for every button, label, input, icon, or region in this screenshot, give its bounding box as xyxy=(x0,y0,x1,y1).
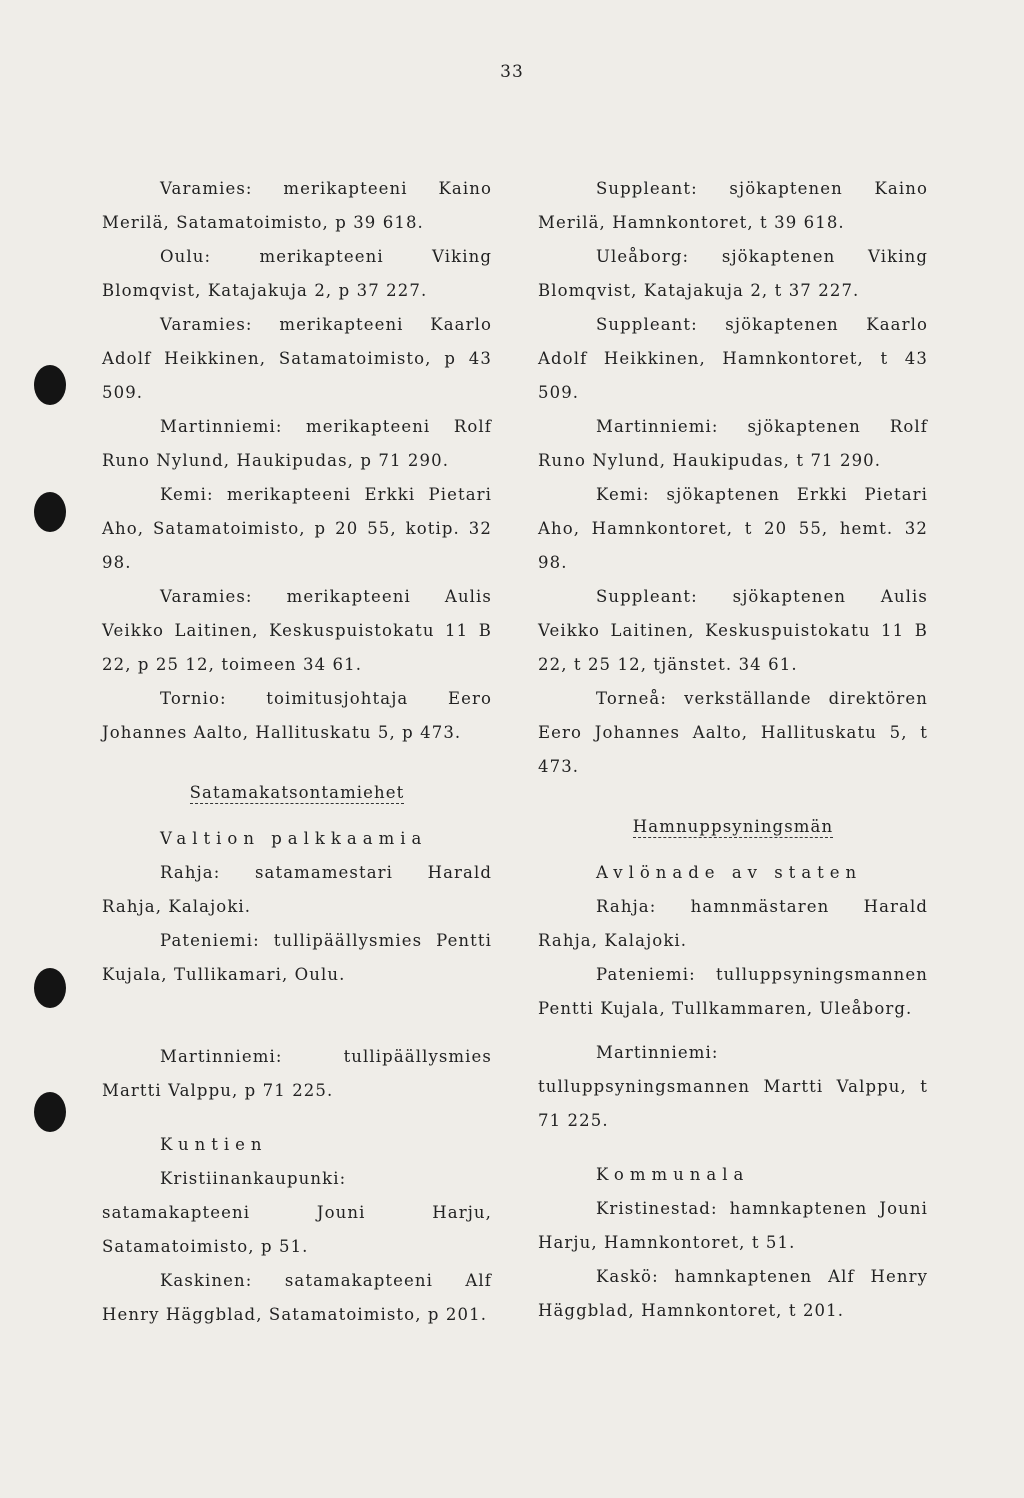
entry-paragraph: Suppleant: sjökaptenen Kaino Merilä, Hamnkontoret, t 39 618. xyxy=(538,179,928,232)
entry-paragraph: Kaskinen: satamakapteeni Alf Henry Häggblad, Satamatoimisto, p 201. xyxy=(102,1271,492,1324)
entry-paragraph: Rahja: satamamestari Harald Rahja, Kalajoki. xyxy=(102,863,492,916)
binder-hole-3 xyxy=(34,968,66,1008)
subsection-heading: Kommunala xyxy=(596,1165,750,1184)
left-column-finnish xyxy=(102,172,492,1332)
entry-paragraph: Kristinestad: hamnkaptenen Jouni Harju, Hamnkontoret, t 51. xyxy=(538,1199,928,1252)
entry-paragraph: Martinniemi: tulluppsyningsmannen Martti Valppu, t 71 225. xyxy=(538,1043,928,1130)
entry-paragraph: Kristiinankaupunki: satamakapteeni Jouni Harju, Satamatoimisto, p 51. xyxy=(102,1169,492,1256)
entry-paragraph: Martinniemi: merikapteeni Rolf Runo Nylund, Haukipudas, p 71 290. xyxy=(102,417,492,470)
section-heading-text: Satamakatsontamiehet xyxy=(189,783,405,802)
binder-hole-2 xyxy=(34,492,66,532)
section-heading xyxy=(538,810,928,844)
page-number: 33 xyxy=(500,62,524,82)
entry-paragraph: Tornio: toimitusjohtaja Eero Johannes Aalto, Hallituskatu 5, p 473. xyxy=(102,689,492,742)
binder-hole-4 xyxy=(34,1092,66,1132)
binder-hole-1 xyxy=(34,365,66,405)
entry-paragraph: Oulu: merikapteeni Viking Blomqvist, Katajakuja 2, p 37 227. xyxy=(102,247,492,300)
entry-paragraph: Rahja: hamnmästaren Harald Rahja, Kalajoki. xyxy=(538,897,928,950)
entry-paragraph: Torneå: verkställande direktören Eero Johannes Aalto, Hallituskatu 5, t 473. xyxy=(538,689,928,776)
entry-paragraph: Varamies: merikapteeni Aulis Veikko Laitinen, Keskuspuistokatu 11 B 22, p 25 12, toimeen 34 61. xyxy=(102,587,492,674)
entry-paragraph: Pateniemi: tulluppsyningsmannen Pentti Kujala, Tullkammaren, Uleåborg. xyxy=(538,965,928,1018)
entry-paragraph: Martinniemi: sjökaptenen Rolf Runo Nylund, Haukipudas, t 71 290. xyxy=(538,417,928,470)
entry-paragraph: Kemi: merikapteeni Erkki Pietari Aho, Satamatoimisto, p 20 55, kotip. 32 98. xyxy=(102,485,492,572)
subsection-heading: Valtion palkkaamia xyxy=(160,829,428,848)
entry-paragraph: Pateniemi: tullipäällysmies Pentti Kujala, Tullikamari, Oulu. xyxy=(102,931,492,984)
right-column-swedish xyxy=(538,172,928,1328)
entry-paragraph: Varamies: merikapteeni Kaino Merilä, Satamatoimisto, p 39 618. xyxy=(102,179,492,232)
section-heading-text: Hamnuppsyningsmän xyxy=(632,817,834,836)
entry-paragraph: Uleåborg: sjökaptenen Viking Blomqvist, Katajakuja 2, t 37 227. xyxy=(538,247,928,300)
entry-paragraph: Martinniemi: tullipäällysmies Martti Valppu, p 71 225. xyxy=(102,1047,492,1100)
entry-paragraph: Kemi: sjökaptenen Erkki Pietari Aho, Hamnkontoret, t 20 55, hemt. 32 98. xyxy=(538,485,928,572)
entry-paragraph: Suppleant: sjökaptenen Kaarlo Adolf Heikkinen, Hamnkontoret, t 43 509. xyxy=(538,315,928,402)
entry-paragraph: Kaskö: hamnkaptenen Alf Henry Häggblad, Hamnkontoret, t 201. xyxy=(538,1267,928,1320)
entry-paragraph: Varamies: merikapteeni Kaarlo Adolf Heikkinen, Satamatoimisto, p 43 509. xyxy=(102,315,492,402)
entry-paragraph: Suppleant: sjökaptenen Aulis Veikko Laitinen, Keskuspuistokatu 11 B 22, t 25 12, tjänstet. 34 61. xyxy=(538,587,928,674)
subsection-heading: Kuntien xyxy=(160,1135,268,1154)
section-heading xyxy=(102,776,492,810)
subsection-heading: Avlönade av staten xyxy=(596,863,863,882)
